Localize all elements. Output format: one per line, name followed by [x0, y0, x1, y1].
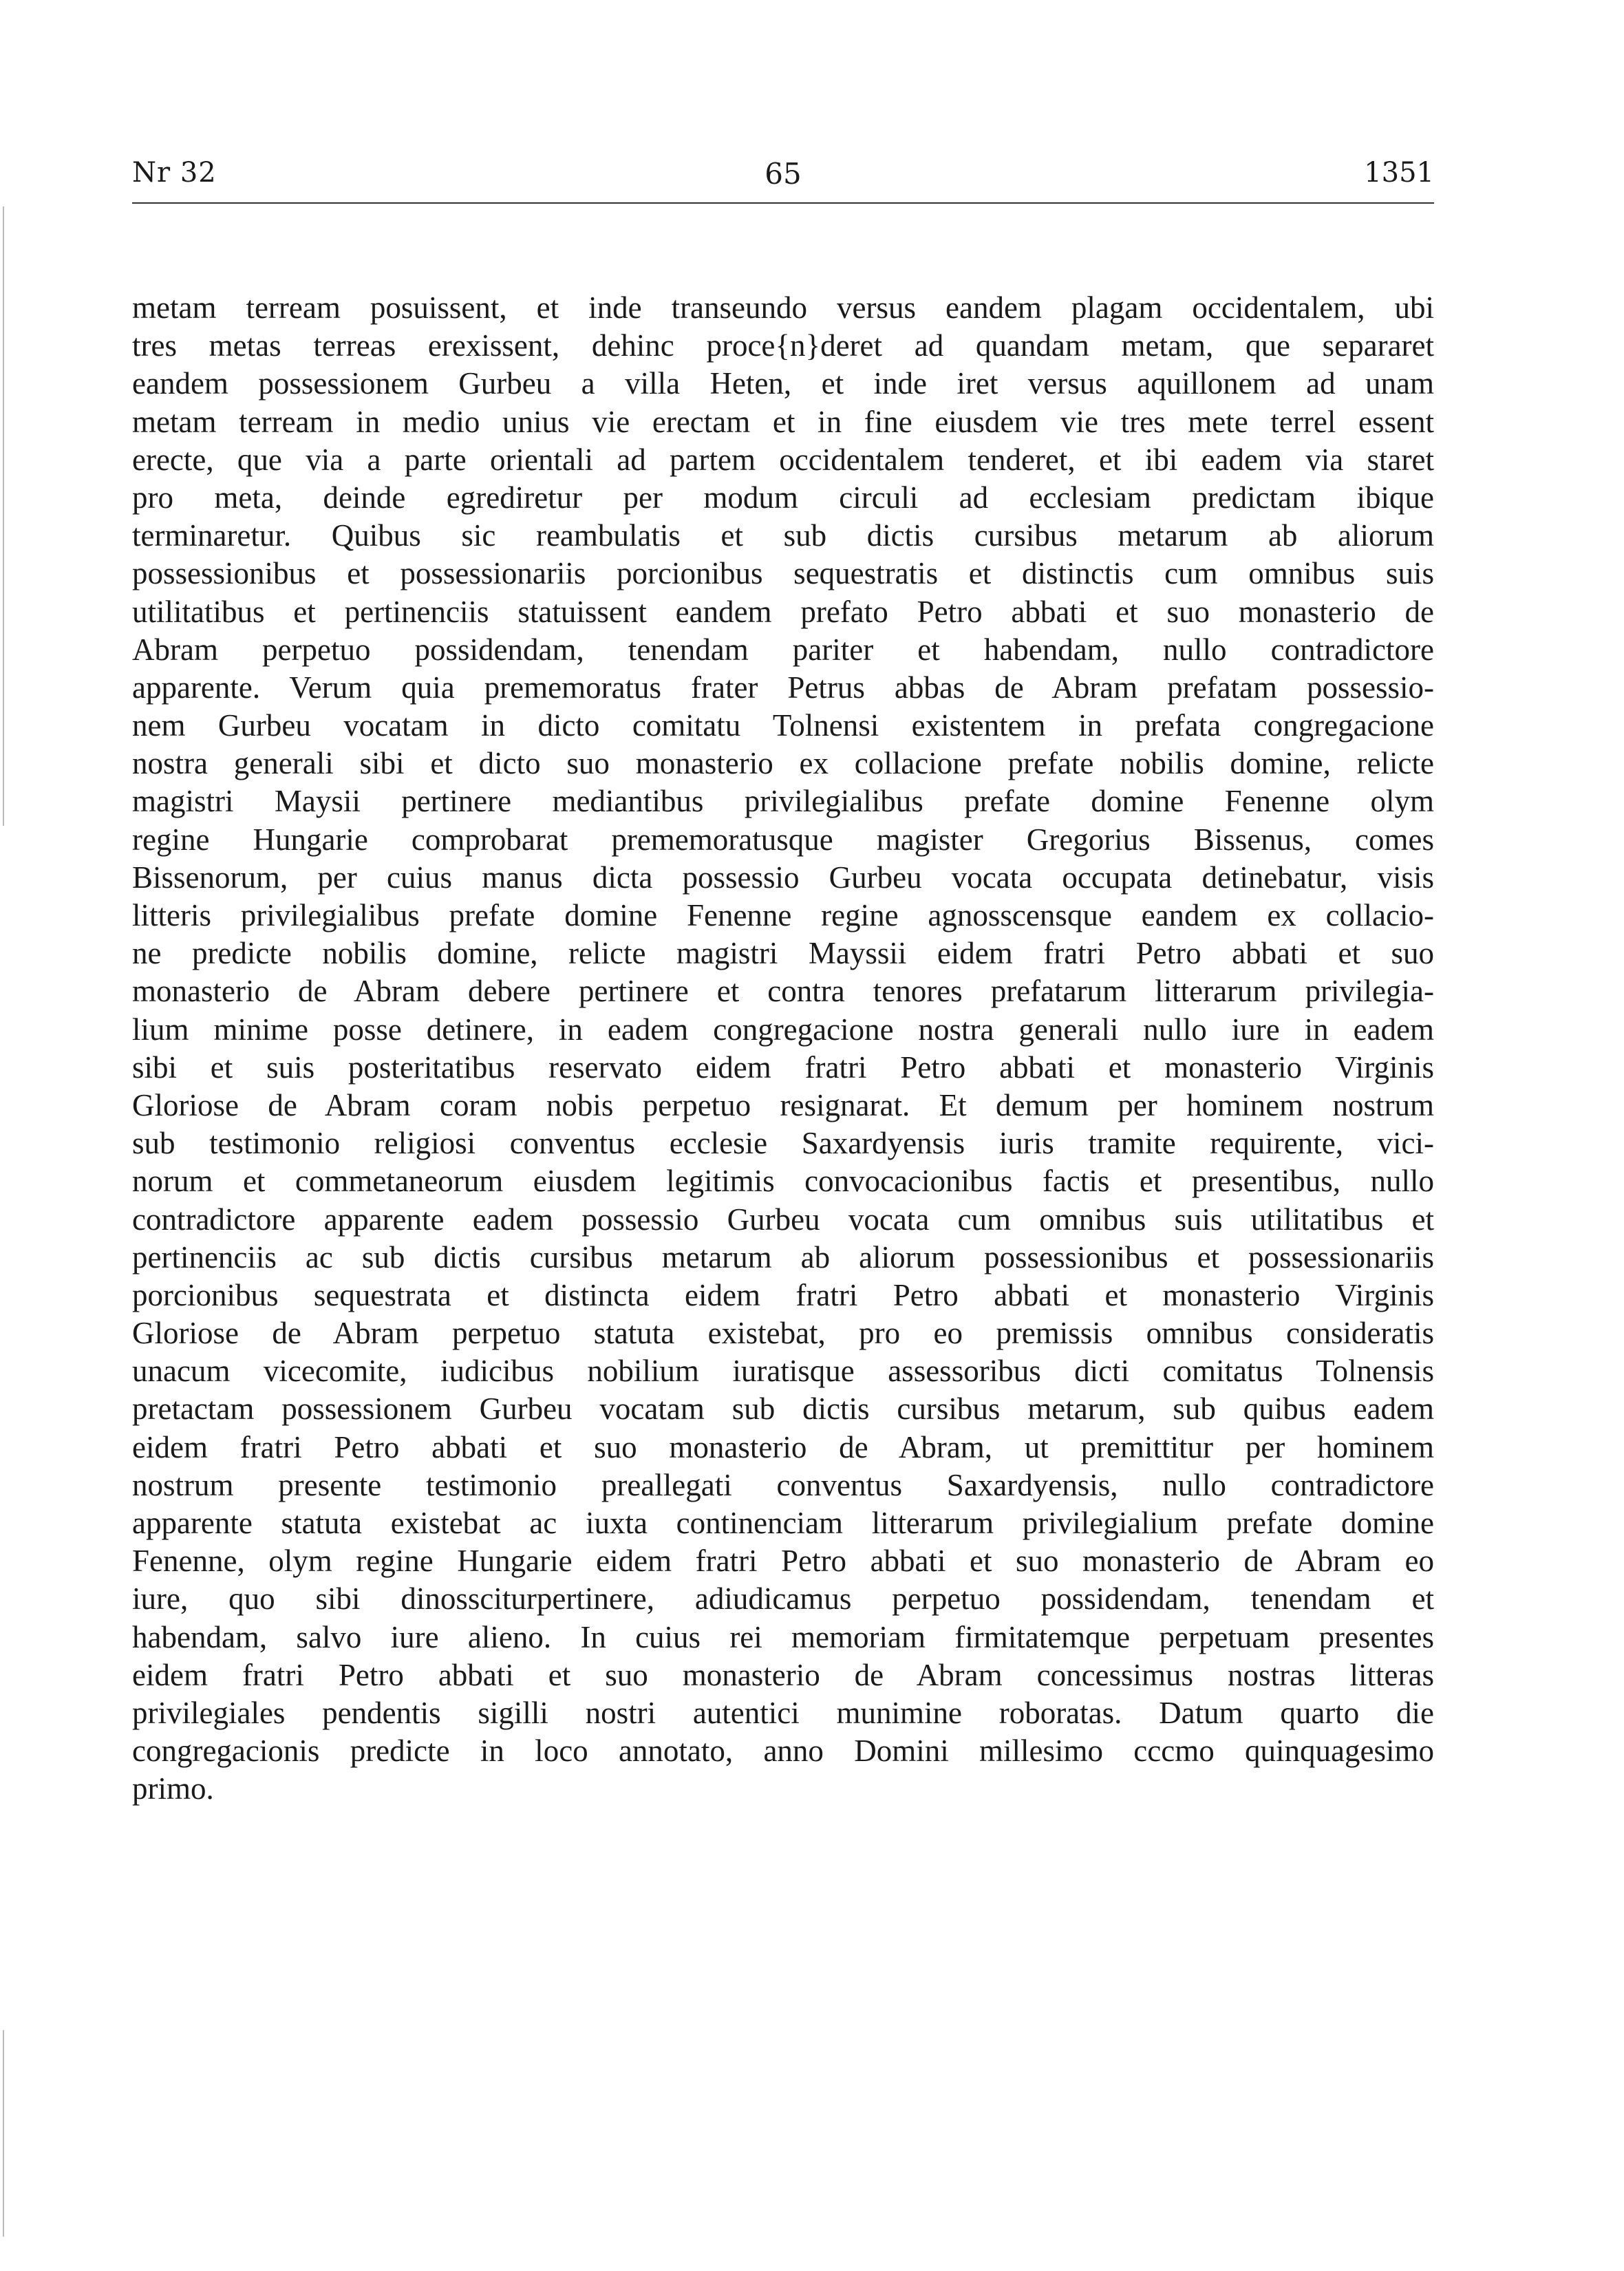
scan-edge-mark [3, 206, 4, 826]
text-line: Abram perpetuo possidendam, tenendam pariter et habendam, nullo contradictore [132, 632, 1434, 667]
text-line: tres metas terreas erexissent, dehinc proce{n}deret ad quandam metam, que separaret [132, 328, 1434, 363]
text-line: pro meta, deinde egrediretur per modum circuli ad ecclesiam predictam ibique [132, 480, 1434, 515]
text-line: Gloriose de Abram coram nobis perpetuo resignarat. Et demum per hominem nostrum [132, 1087, 1434, 1122]
header-rule [132, 202, 1434, 204]
text-line: regine Hungarie comprobarat prememoratusque magister Gregorius Bissenus, comes [132, 822, 1434, 857]
text-line: ne predicte nobilis domine, relicte magistri Mayssii eidem fratri Petro abbati et suo [132, 936, 1434, 971]
text-line: eidem fratri Petro abbati et suo monasterio de Abram, ut premittitur per hominem [132, 1429, 1434, 1464]
text-line: congregacionis predicte in loco annotato, anno Domini millesimo cccmo quinquagesimo [132, 1734, 1434, 1769]
text-line: metam terream in medio unius vie erectam et in fine eiusdem vie tres mete terrel essent [132, 404, 1434, 439]
text-line: apparente. Verum quia prememoratus frater Petrus abbas de Abram prefatam possessio- [132, 670, 1434, 705]
text-line: nostrum presente testimonio preallegati conventus Saxardyensis, nullo contradictore [132, 1467, 1434, 1502]
text-line: litteris privilegialibus prefate domine Fenenne regine agnosscensque eandem ex collacio- [132, 898, 1434, 932]
text-line: privilegiales pendentis sigilli nostri autentici munimine roboratas. Datum quarto die [132, 1695, 1434, 1730]
text-line: Bissenorum, per cuius manus dicta possessio Gurbeu vocata occupata detinebatur, visis [132, 860, 1434, 895]
text-line: possessionibus et possessionariis porcionibus sequestratis et distinctis cum omnibus suis [132, 556, 1434, 591]
text-line: monasterio de Abram debere pertinere et contra tenores prefatarum litterarum privilegia- [132, 974, 1434, 1009]
text-line: apparente statuta existebat ac iuxta continenciam litterarum privilegialium prefate domine [132, 1506, 1434, 1540]
document-number: Nr 32 [132, 157, 217, 189]
text-line: erecte, que via a parte orientali ad partem occidentalem tenderet, et ibi eadem via staret [132, 442, 1434, 477]
text-line: utilitatibus et pertinenciis statuissent eandem prefato Petro abbati et suo monasterio de [132, 594, 1434, 629]
scan-edge-mark [3, 2030, 4, 2237]
text-line: porcionibus sequestrata et distincta eidem fratri Petro abbati et monasterio Virginis [132, 1277, 1434, 1312]
text-line: iure, quo sibi dinossciturpertinere, adiudicamus perpetuo possidendam, tenendam et [132, 1581, 1434, 1617]
text-line: Fenenne, olym regine Hungarie eidem fratri Petro abbati et suo monasterio de Abram eo [132, 1544, 1434, 1579]
page-number: 65 [765, 157, 802, 191]
running-head [132, 157, 1434, 198]
text-line: eandem possessionem Gurbeu a villa Heten, et inde iret versus aquillonem ad unam [132, 366, 1434, 401]
text-line: pretactam possessionem Gurbeu vocatam sub dictis cursibus metarum, sub quibus eadem [132, 1392, 1434, 1427]
text-line: lium minime posse detinere, in eadem congregacione nostra generali nullo iure in eadem [132, 1012, 1434, 1047]
text-line: contradictore apparente eadem possessio Gurbeu vocata cum omnibus suis utilitatibus et [132, 1202, 1434, 1237]
text-line: sibi et suis posteritatibus reservato eidem fratri Petro abbati et monasterio Virginis [132, 1049, 1434, 1085]
text-line: habendam, salvo iure alieno. In cuius rei memoriam firmitatemque perpetuam presentes [132, 1619, 1434, 1654]
text-line: eidem fratri Petro abbati et suo monasterio de Abram concessimus nostras litteras [132, 1657, 1434, 1692]
text-line: primo. [132, 1771, 214, 1806]
text-line: magistri Maysii pertinere mediantibus privilegialibus prefate domine Fenenne olym [132, 784, 1434, 819]
text-line: Gloriose de Abram perpetuo statuta existebat, pro eo premissis omnibus consideratis [132, 1316, 1434, 1351]
text-line: pertinenciis ac sub dictis cursibus metarum ab aliorum possessionibus et possessionariis [132, 1239, 1434, 1275]
text-line: terminaretur. Quibus sic reambulatis et sub dictis cursibus metarum ab aliorum [132, 518, 1434, 553]
text-line: nem Gurbeu vocatam in dicto comitatu Tolnensi existentem in prefata congregacione [132, 708, 1434, 743]
year: 1351 [1364, 157, 1434, 189]
body-text [132, 289, 1434, 1809]
text-line: norum et commetaneorum eiusdem legitimis convocacionibus factis et presentibus, nullo [132, 1164, 1434, 1199]
text-line: nostra generali sibi et dicto suo monasterio ex collacione prefate nobilis domine, relicte [132, 746, 1434, 781]
text-line: metam terream posuissent, et inde transeundo versus eandem plagam occidentalem, ubi [132, 290, 1434, 325]
text-line: sub testimonio religiosi conventus ecclesie Saxardyensis iuris tramite requirente, vici- [132, 1126, 1434, 1161]
text-line: unacum vicecomite, iudicibus nobilium iuratisque assessoribus dicti comitatus Tolnensis [132, 1354, 1434, 1389]
